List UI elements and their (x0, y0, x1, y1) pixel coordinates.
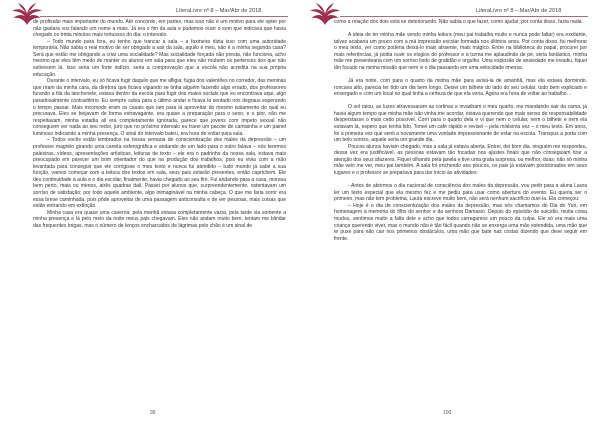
paragraph: – Todos vocês estão lembrados na nossa semana de conscientização dos males da depressão – um professor magrelo girando uma caneta esferográfica e andando de um lado para o outro falava – nós teremos palestras, vídeos, apresentações artísticas, leituras de texto – ele era o padrinho da nossa sala, estava mais preocupado em parecer um bom orientador do que na produção dos trabalhos, pois eu vivia com a mão levantada para conseguir que ele corrigisse o meu texto e nunca fui atendido – tudo mundo já sabe a sua função, vamos começar com a leitura dos textos em sala, seus pais estarão presentes, então caprichem. Ele deu continuidade à aula e o dia escolar, finalmente, havia chegado ao seu fim. Fui andando para a casa, morava bem perto, mais ou menos, atrês quadras dali. Passei por alunos que, surpreendentemente, ostentavam um sorriso de satisfação; por todo aquele ambiente, algo inimaginável na minha cabeça. O que me faria sorrir era essa breve caminhada, pois pôde aproveitar de uma passagem anticonsulta e de ver pessoas, mais coisas que estão entrando em extinção. (33, 137, 286, 210)
paragraph: – Todo mundo para fora, eu tenho que trancar a sala – a faxineira dizia isso com uma autoridade temporária. Não sabia o real motivo de ser obrigado a sair da sala, aquilo é meu, não é a minha segunda casa? Será que estão me obrigando a criar uma socialidade? Mas socialidade forçada não presta, não funciona, acho mesmo que eles têm medo de manter os alunos em sala para que eles não roubem os pertences dos que não estivesem lá. Isso seria um forte indício, seria a comprovação que a escola não acredita na sua própria educação. (33, 38, 286, 78)
header-rule (40, 16, 288, 17)
right-page (300, 0, 600, 424)
page-header: LiteraLivre nº 8 – Mar/Abr de 2018 (176, 8, 262, 14)
right-body-text (334, 19, 587, 403)
paragraph: A ideia de ter minha mãe vendo minha leitura (meu pai trabalha muito e nunca pode faltar) era excitante, talvez acabaria um pouco com a má impressão escolar formada nos últimos anos. Por conta disso, fui melhorar o meu texto, ver como poderia deixá-lo mais atraente, mais mágico. Entre na biblioteca do papai, procurei por mais referências, já podia ouvir os elogios do professor e a turma me aplaudindo de pé, seria fantástico, minha mãe me presentearia com um sorriso lindo de gratidão e orgulho. Uma explosão de ansiedade me invadiu, fiquei tão focado na minha missão que nem vi o dia passando em uma velocidade imensa. (334, 32, 587, 71)
paragraph: como a relação dos dois está se deteriorando. Não sabia o que fazer, como ajudar, por conta disso, fazia nada. (334, 19, 583, 25)
paragraph: O sol raiou, as luzes atravessaram as cortinas e invadiram o meu quarto, me mandando sair da cama, já havia algum tempo que minha mãe não vinha me acordar, estava querendo que mais senso de responsabilidade desperstasse o mais cedo possível. Corri para o quarto dela e vi que nem o celular, nem o bilhete e nem ela estavam lá, espero que tenha lido. Tomei um café rápido e revisei – pela milésima vez – o meu texto. Em anos, foi a primeira vez que senti a novamente uma vontade impressionante de estar na escola. Transpus a porta com um belo sorriso, aquele seria um grande dia. (334, 104, 587, 144)
paragraph: Já era noite, corri para o quarto da minha mãe para avisá-la de amanhã, mas ela estava dormindo, roncava alto, parecia ter tido um dia bem longo. Deixei um bilhete do lado do seu celular, tudo bem explicado e enxergado e com um local no qual tinha a certeza de que ela veria. Agora era hora de voltar ao trabalho… (334, 78, 587, 98)
header-rule (340, 16, 588, 17)
paragraph: – Hoje é o dia de conscientização dos males da depressão, mas nós chamamos do Dia do Yuri, em homenagem à memória do filho do senhor e da senhora Damasio. Depois do episódio de suicídio, muita coisa mudou, sentimos muito a falta dele e acho que todos carregamos um pouco da culpa. Ele só era mais uma criança querendo viver, mas o mundo não é tão fácil quando não se enxerga uma mão estendida, uma mão que te puxe para não cair nos primeiros obstáculos, uma mão que bate nas costas dizendo que deve seguir em frente. (334, 202, 587, 242)
paragraph: Poucos alunos haviam chegado, mas a sala já estava aberta. Entrei, dei bom dia, ninguém me respondeu, dessa vez era justificável, as pessoas estavam tão focadas nos ajustes finais que não conseguiam tirar a atenção dos seus afazeres. Fiquei olhando pela janela e tive uma grata surpresa, ou melhor, duas; não só minha mãe veio me ver, meu pai também. A sala foi enchendo aos poucos, os pais já estavam posicionados em seus lugares e o professor se preparava para dar início às atividades: (334, 143, 587, 177)
paragraph: Minha casa era quase uma caverna; pela manhã estava completamente vazia, pela tarde via somente a minha presença e lá pelo meio da noite meus pais chegavam. Eles não andam muito bem, tentam me blindar das frequentes brigas, mas o número de lenços encharcados de lágrimas pelo chão é um sinal de (33, 209, 286, 229)
paragraph: Durante o intervalo, eu só ficava fugir daquilo que me afligia; fugia dos valentões no corredor, das meninas que riram da minha cara, da diretora que ficava vigiando se tinha alguém fazendo algo errado, dos professores furando a fila da lanchonete, estava dentro da escola para fugir dos males sociais que eu encontrava aqui, algo paradoxalmente contraditório. Eu sempre subia para o último andar e ficava lá sentado nos degraus esperando o tempo passar. Mais incomodo eram os casais que iam para lá aproveitar do mesmo isolamento do qual eu procurava. Eles se beijavam de forma extravagante, era quase a preparação para o sexo, e o pior, não me respeitavam, minha estadia ali era completamente ignorada, parece que jovens com ímpeto sexual não conseguem ver nada ao seu redor, juro que no próximo intervalo eu trarei um pacote de camisinha e um painel luminoso indicando a minha presença. O sinal do intervalo bateu, era hora de voltar para sala. (33, 78, 286, 137)
paragraph: de profissão mais importante do mundo. Até concordo, em partes, mas isso não é um motivo para ele opter por não gastara voz falando um nome a mais. Já era o fim da aula e pudemos ouvir o som que indicava que havia chegado os trinta minutos mais tortuosos do dia: o intervalo. (33, 19, 286, 39)
page-number: 100 (443, 410, 452, 416)
left-body-text (33, 19, 286, 403)
page-number: 99 (150, 410, 156, 416)
paragraph: - Antes de abrirmos o dia nacional de consciência dos males da depressão, vou pedir para a aluna Laura ler um texto especial que ela mesmo fez e me pediu para usar como abertura do evento. Eu queria ser o primeiro, mas não tem problema, Laura escreve muito bem, não será nenhum sacrifício ouvi-la. Ela começou: (334, 183, 587, 203)
page-header: LiteraLivre nº 8 – Mar/Abr de 2018 (476, 8, 562, 14)
